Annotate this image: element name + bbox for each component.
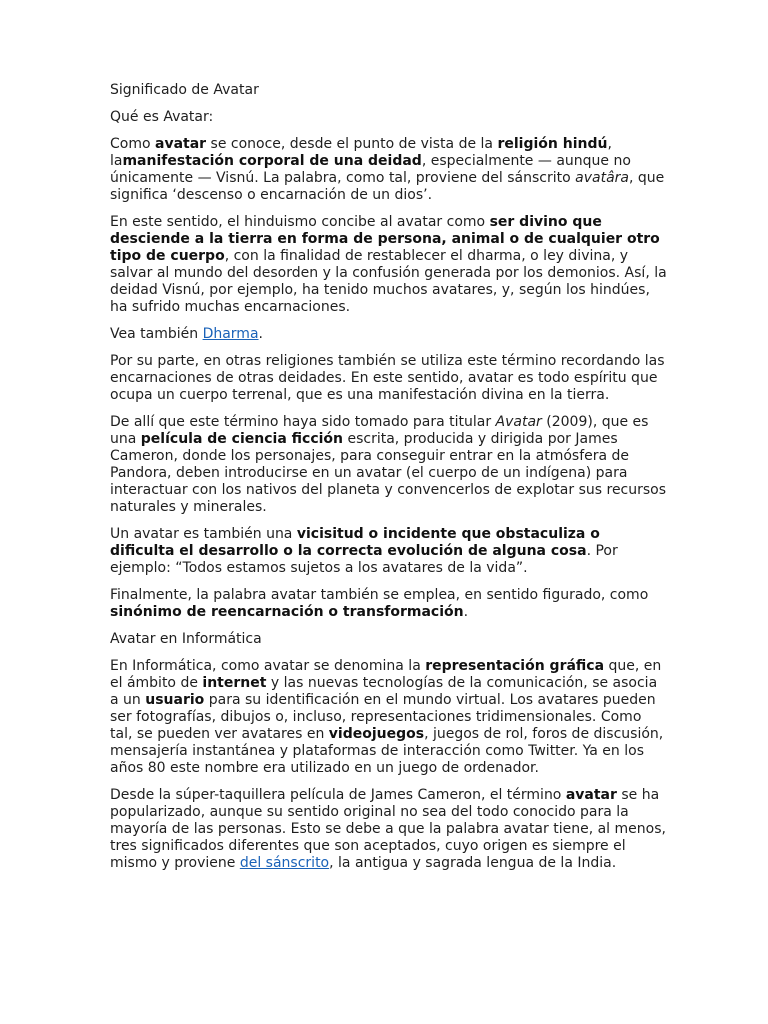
text-run: Qué es Avatar: bbox=[110, 109, 214, 125]
text-run: , especialmente — aunque no únicamente — Visnú. La palabra, como tal, proviene del sánscrito bbox=[110, 153, 631, 186]
bold-text: película de ciencia ficción bbox=[140, 431, 344, 447]
text-run: Finalmente, la palabra avatar también se emplea, en sentido figurado, como bbox=[110, 587, 649, 603]
text-run: escrita, producida y dirigida por James Cameron, donde los personajes, para conseguir entrar en la atmósfera de Pandora, deben introducirse en un avatar (el cuerpo de un indígena) para interactuar con los nativos del planeta y convencerlos de explotar sus recursos naturales y minerales. bbox=[110, 431, 667, 515]
text-run: . bbox=[258, 326, 263, 342]
paragraph-it-heading bbox=[110, 631, 668, 648]
text-run: Desde la súper-taquillera película de James Cameron, el término bbox=[110, 787, 566, 803]
link-del-sánscrito[interactable]: del sánscrito bbox=[239, 855, 330, 871]
paragraph-figurative bbox=[110, 587, 668, 621]
text-run: , juegos de rol, foros de discusión, mensajería instantánea y plataformas de interacción como Twitter. Ya en los años 80 este nombre era utilizado en un juego de ordenador. bbox=[110, 726, 664, 776]
text-run: Como bbox=[110, 136, 155, 152]
paragraph-see-also bbox=[110, 326, 668, 343]
bold-text: usuario bbox=[145, 692, 205, 708]
text-run: (2009), que es una bbox=[110, 414, 649, 447]
document-title: Significado de Avatar bbox=[110, 82, 259, 98]
bold-text: ser divino que desciende a la tierra en forma de persona, animal o de cualquier otro tipo de cuerpo bbox=[110, 214, 660, 264]
bold-text: vicisitud o incidente que obstaculiza o dificulta el desarrollo o la correcta evolución de alguna cosa bbox=[110, 526, 600, 559]
paragraph-other-religions bbox=[110, 353, 668, 404]
text-run: , la bbox=[110, 136, 612, 169]
text-run: se conoce, desde el punto de vista de la bbox=[206, 136, 498, 152]
text-run: , con la finalidad de restablecer el dharma, o ley divina, y salvar al mundo del desorden y la confusión generada por los demonios. Así, la deidad Visnú, por ejemplo, ha tenido muchos avatares, y, según los hindúes, ha sufrido muchas encarnaciones. bbox=[110, 248, 667, 315]
text-run: para su identificación en el mundo virtual. Los avatares pueden ser fotografías, dibujos o, incluso, representaciones tridimensionales. Como tal, se pueden ver avatares en bbox=[110, 692, 656, 742]
italic-text: Avatar bbox=[495, 414, 542, 430]
paragraph-film bbox=[110, 414, 668, 516]
bold-text: religión hindú bbox=[497, 136, 608, 152]
text-run: En Informática, como avatar se denomina la bbox=[110, 658, 426, 674]
bold-text: videojuegos bbox=[328, 726, 425, 742]
text-run: Vea también bbox=[110, 326, 203, 342]
text-run: . Por ejemplo: “Todos estamos sujetos a los avatares de la vida”. bbox=[110, 543, 618, 576]
text-run: y las nuevas tecnologías de la comunicación, se asocia a un bbox=[110, 675, 658, 708]
bold-text: internet bbox=[202, 675, 267, 691]
paragraph-popularized bbox=[110, 787, 668, 872]
text-run: , que significa ‘descenso o encarnación de un dios’. bbox=[110, 170, 665, 203]
text-run: Avatar en Informática bbox=[110, 631, 262, 647]
text-run: En este sentido, el hinduismo concibe al avatar como bbox=[110, 214, 490, 230]
italic-text: avatâra bbox=[575, 170, 630, 186]
text-run: . bbox=[463, 604, 469, 620]
bold-text: sinónimo de reencarnación o transformación bbox=[110, 604, 464, 620]
paragraph-hinduism bbox=[110, 214, 668, 316]
text-run: que, en el ámbito de bbox=[110, 658, 662, 691]
text-run: Por su parte, en otras religiones también se utiliza este término recordando las encarnaciones de otras deidades. En este sentido, avatar es todo espíritu que ocupa un cuerpo terrenal, que es una manifestación divina en la tierra. bbox=[110, 353, 665, 403]
text-run: De allí que este término haya sido tomado para titular bbox=[110, 414, 496, 430]
bold-text: representación gráfica bbox=[425, 658, 605, 674]
text-run: Un avatar es también una bbox=[110, 526, 297, 542]
document-body bbox=[110, 109, 668, 872]
link-dharma[interactable]: Dharma bbox=[202, 326, 259, 342]
paragraph-it-def bbox=[110, 658, 668, 777]
bold-text: avatar bbox=[565, 787, 617, 803]
paragraph-def bbox=[110, 136, 668, 204]
paragraph-what-is bbox=[110, 109, 668, 126]
bold-text: avatar bbox=[155, 136, 207, 152]
bold-text: manifestación corporal de una deidad bbox=[122, 153, 422, 169]
text-run: , la antigua y sagrada lengua de la India. bbox=[329, 855, 617, 871]
text-run: se ha popularizado, aunque su sentido original no sea del todo conocido para la mayoría de las personas. Esto se debe a que la palabra avatar tiene, al menos, tres significados diferentes que son aceptados, cuyo origen es siempre el mismo y proviene bbox=[110, 787, 666, 871]
paragraph-vicissitude bbox=[110, 526, 668, 577]
